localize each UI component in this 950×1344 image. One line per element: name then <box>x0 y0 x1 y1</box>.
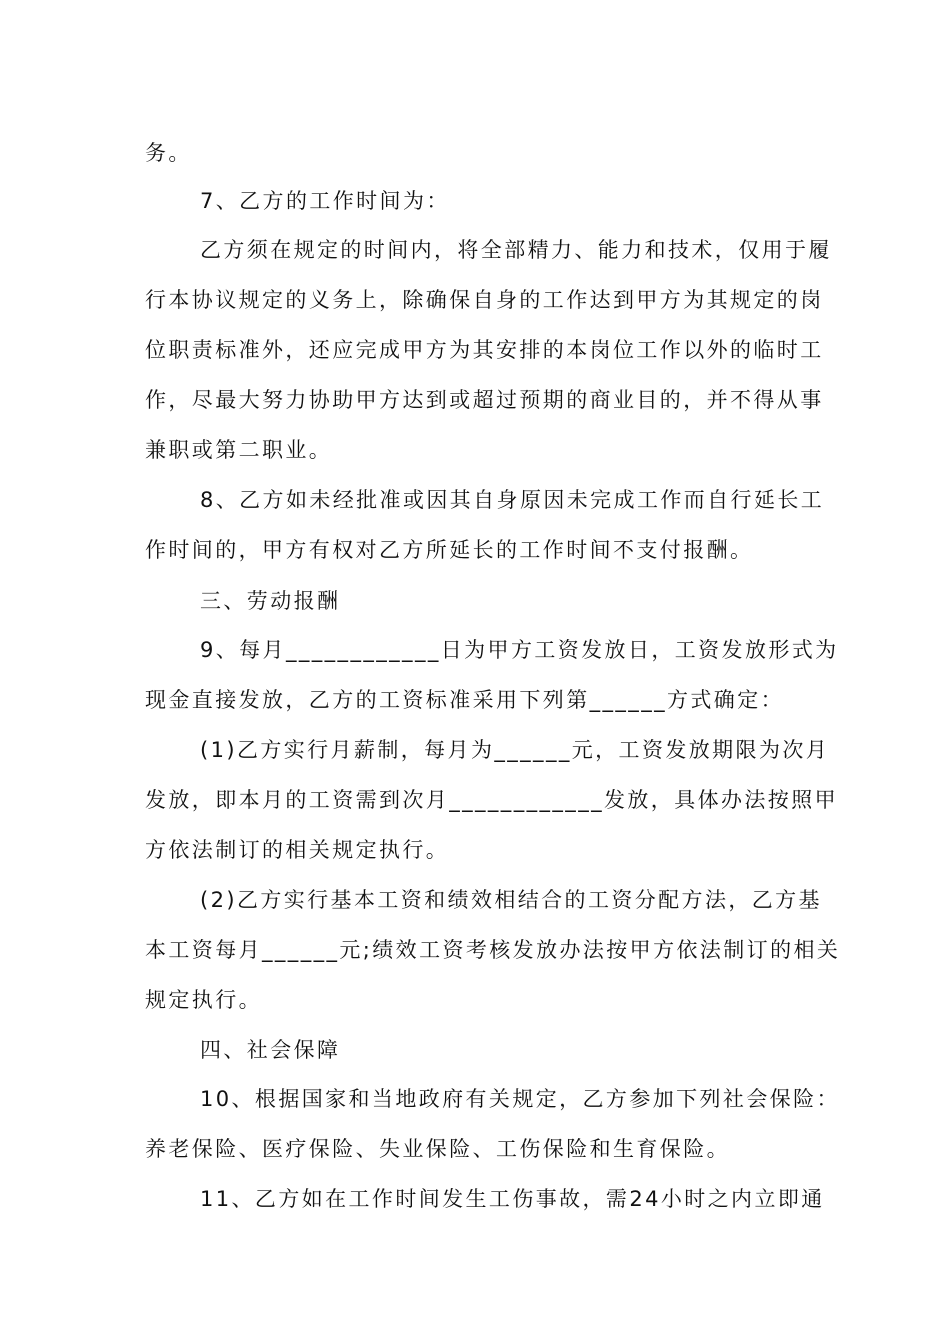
text-line: (2)乙方实行基本工资和绩效相结合的工资分配方法，乙方基 <box>200 888 822 912</box>
section-heading: 四、社会保障 <box>200 1038 341 1062</box>
text-line: 发放，即本月的工资需到次月____________发放，具体办法按照甲 <box>145 788 838 812</box>
text-line: 10、根据国家和当地政府有关规定，乙方参加下列社会保险： <box>200 1087 840 1111</box>
text-line: 作，尽最大努力协助甲方达到或超过预期的商业目的，并不得从事 <box>145 388 824 412</box>
text-line: 务。 <box>145 141 192 165</box>
text-line: 位职责标准外，还应完成甲方为其安排的本岗位工作以外的临时工 <box>145 338 824 362</box>
text-line: 兼职或第二职业。 <box>145 438 333 462</box>
text-line: 作时间的，甲方有权对乙方所延长的工作时间不支付报酬。 <box>145 538 754 562</box>
text-line: 8、乙方如未经批准或因其自身原因未完成工作而自行延长工 <box>200 488 825 512</box>
text-line: 乙方须在规定的时间内，将全部精力、能力和技术，仅用于履 <box>200 238 832 262</box>
text-line: 11、乙方如在工作时间发生工伤事故，需24小时之内立即通 <box>200 1187 825 1211</box>
text-line: 本工资每月______元;绩效工资考核发放办法按甲方依法制订的相关 <box>145 938 841 962</box>
text-line: 行本协议规定的义务上，除确保自身的工作达到甲方为其规定的岗 <box>145 288 824 312</box>
text-line: 现金直接发放，乙方的工资标准采用下列第______方式确定： <box>145 688 784 712</box>
text-line: 规定执行。 <box>145 988 262 1012</box>
text-line: 7、乙方的工作时间为： <box>200 189 450 213</box>
text-line: (1)乙方实行月薪制，每月为______元，工资发放期限为次月 <box>200 738 830 762</box>
section-heading: 三、劳动报酬 <box>200 589 341 613</box>
text-line: 9、每月____________日为甲方工资发放日，工资发放形式为 <box>200 638 839 662</box>
text-line: 方依法制订的相关规定执行。 <box>145 838 450 862</box>
text-line: 养老保险、医疗保险、失业保险、工伤保险和生育保险。 <box>145 1137 730 1161</box>
